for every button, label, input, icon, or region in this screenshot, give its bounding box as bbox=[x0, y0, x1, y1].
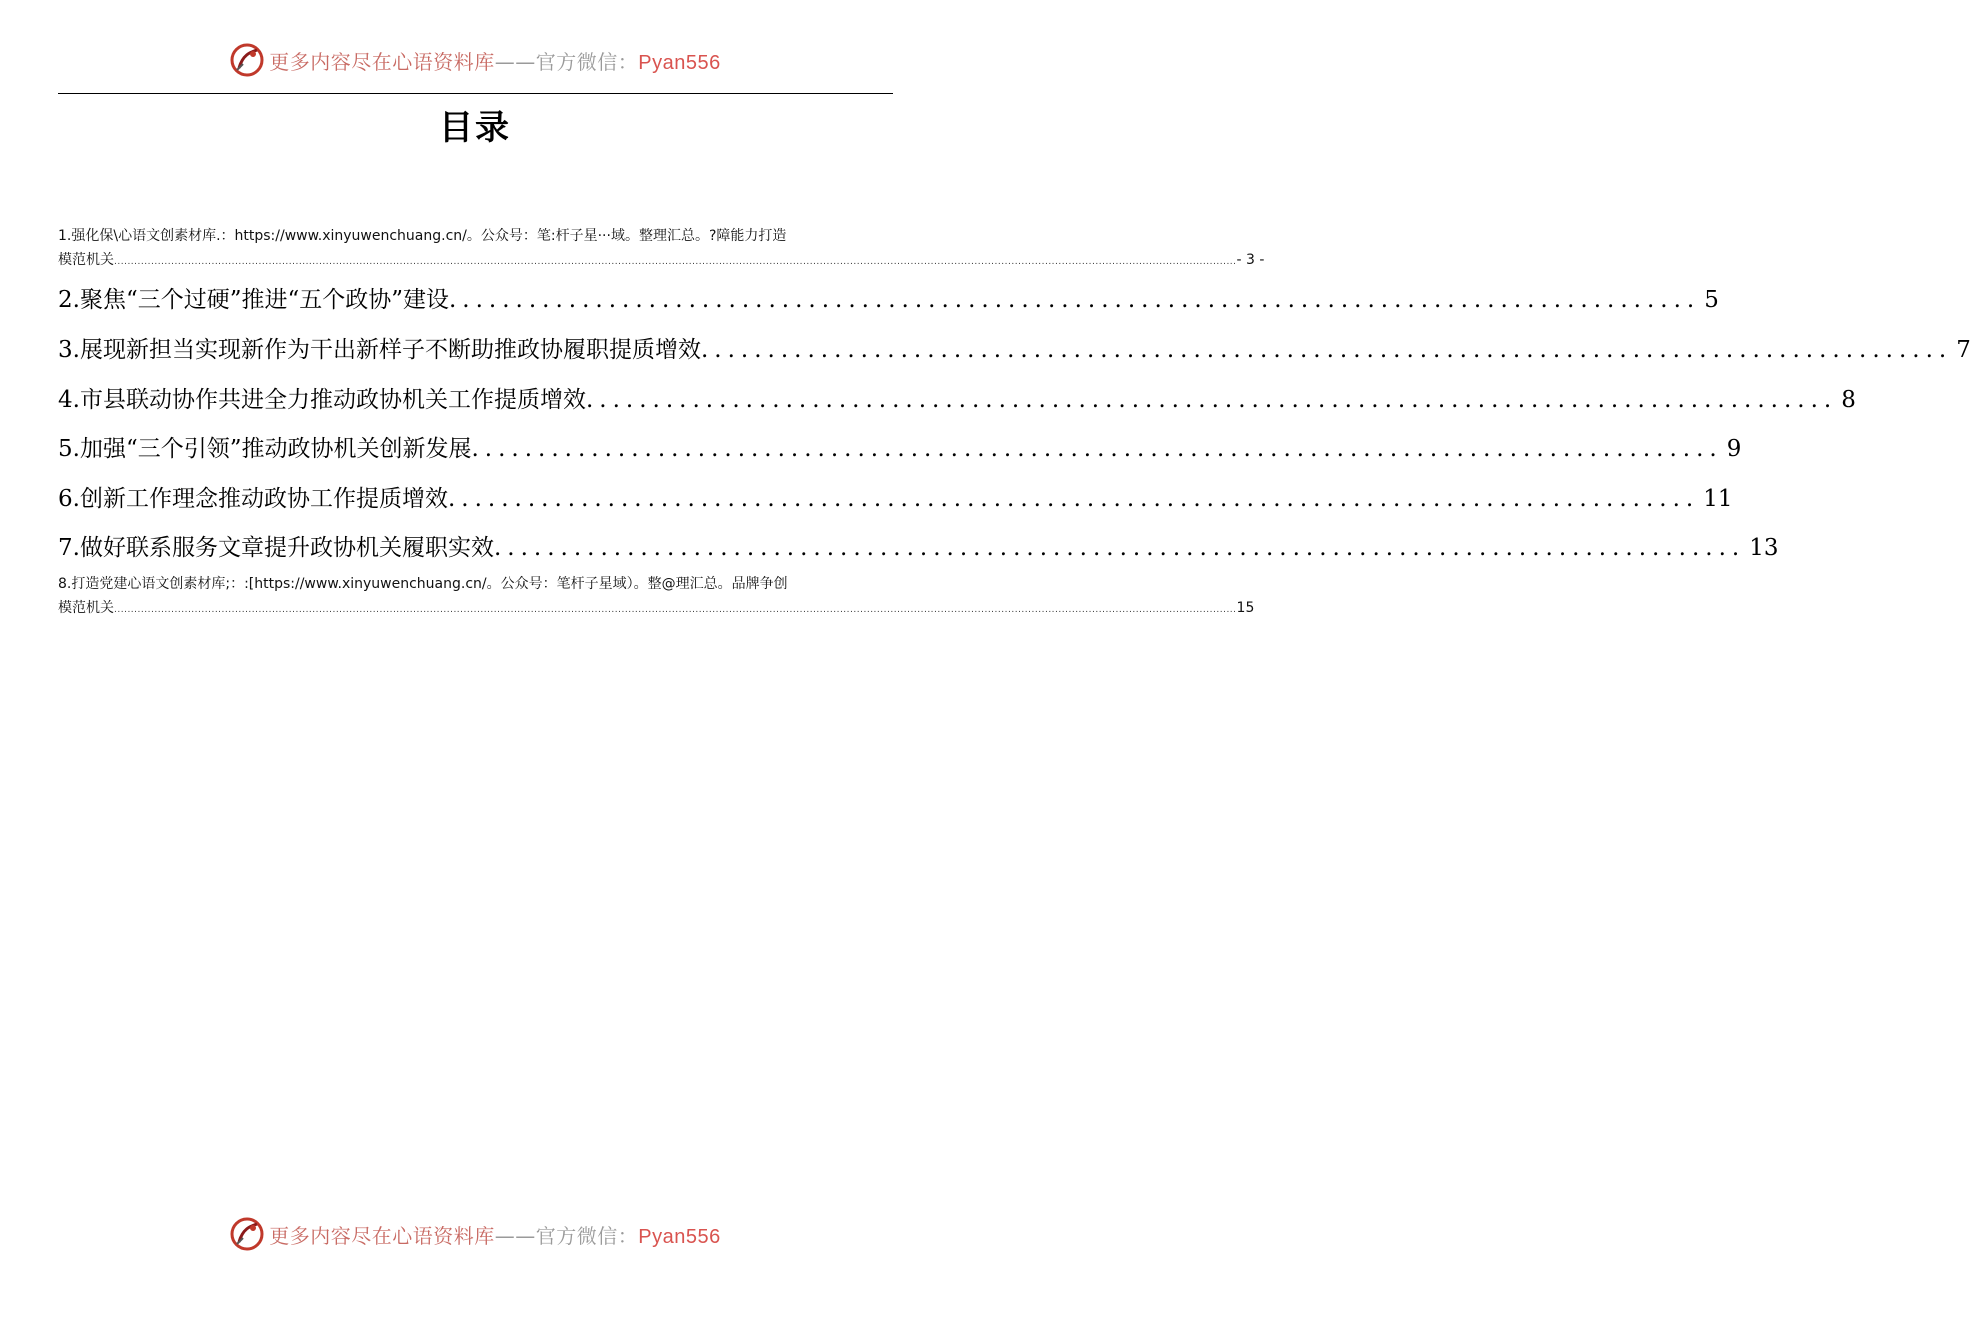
toc-entry-3[interactable] bbox=[58, 325, 1971, 375]
toc-entry-label: 7.做好联系服务文章提升政协机关履职实效 bbox=[58, 535, 494, 561]
toc-entry-label: 6.创新工作理念推动政协工作提质增效 bbox=[58, 486, 448, 512]
toc-page-number: 9 bbox=[1726, 436, 1742, 462]
toc-entry-4[interactable] bbox=[58, 375, 1856, 425]
toc-entry-label: 8.打造党建心语文创素材库;：:[https://www.xinyuwenchuang.cn/。公众号：笔杆子星域）。整@理汇总。品牌争创 bbox=[58, 576, 788, 592]
page-title: 目录 bbox=[439, 108, 511, 148]
banner-wechat-id: Pyan556 bbox=[638, 51, 721, 74]
footer-watermark bbox=[0, 1214, 950, 1254]
banner-separator: —— bbox=[494, 49, 536, 74]
toc-page-number: - 3 - bbox=[1236, 252, 1265, 268]
toc-dot-leader: .............................................................................................................................................................................................................................................................................................................................................. bbox=[114, 605, 1237, 615]
header-divider bbox=[58, 93, 893, 94]
toc-entry-1[interactable] bbox=[58, 224, 1265, 274]
toc-page-number: 15 bbox=[1236, 600, 1255, 616]
toc-page-number: 8 bbox=[1841, 387, 1856, 413]
banner-main-text: 更多内容尽在心语资料库 bbox=[269, 1223, 495, 1248]
toc-dot-leader: .............................................................................................. bbox=[700, 337, 1953, 363]
toc-entry-label-cont: 模范机关 bbox=[58, 252, 114, 268]
header-watermark bbox=[0, 40, 950, 80]
banner-separator: —— bbox=[494, 1223, 536, 1248]
toc-dot-leader: .............................................................................................. bbox=[585, 387, 1838, 413]
toc-entry-label: 2.聚焦“三个过硬”推进“五个政协”建设 bbox=[58, 287, 449, 313]
toc-entry-label: 4.市县联动协作共进全力推动政协机关工作提质增效 bbox=[58, 387, 586, 413]
banner-main-text: 更多内容尽在心语资料库 bbox=[269, 49, 495, 74]
toc-entry-label: 3.展现新担当实现新作为干出新样子不断助推政协履职提质增效 bbox=[58, 337, 701, 363]
toc-entry-8[interactable] bbox=[58, 572, 1255, 622]
toc-page-number: 7 bbox=[1956, 337, 1971, 363]
toc-entry-2[interactable] bbox=[58, 275, 1719, 325]
banner-wechat-label: 官方微信： bbox=[535, 49, 639, 74]
toc-entry-label: 1.强化保\心语文创素材库.：https://www.xinyuwenchuang.cn/。公众号：笔:杆子星···域。整理汇总。?障能力打造 bbox=[58, 228, 787, 244]
brand-logo-icon bbox=[229, 42, 265, 78]
toc-page-number: 11 bbox=[1703, 486, 1733, 512]
banner-wechat-label: 官方微信： bbox=[535, 1223, 639, 1248]
toc-dot-leader: .............................................................................................. bbox=[448, 287, 1701, 313]
toc-entry-label: 5.加强“三个引领”推动政协机关创新发展 bbox=[58, 436, 472, 462]
banner-wechat-id: Pyan556 bbox=[638, 1225, 721, 1248]
toc-entry-label-cont: 模范机关 bbox=[58, 600, 114, 616]
toc-entry-6[interactable] bbox=[58, 474, 1733, 524]
toc-page-number: 5 bbox=[1704, 287, 1719, 313]
toc-entry-7[interactable] bbox=[58, 523, 1779, 573]
toc-dot-leader: .............................................................................................. bbox=[471, 436, 1723, 462]
toc-dot-leader: .............................................................................................. bbox=[447, 486, 1700, 512]
toc-entry-5[interactable] bbox=[58, 424, 1742, 474]
toc-dot-leader: .............................................................................................. bbox=[493, 535, 1746, 561]
brand-logo-icon bbox=[229, 1216, 265, 1252]
toc-dot-leader: .............................................................................................................................................................................................................................................................................................................................................. bbox=[114, 257, 1237, 267]
toc-page-number: 13 bbox=[1749, 535, 1779, 561]
